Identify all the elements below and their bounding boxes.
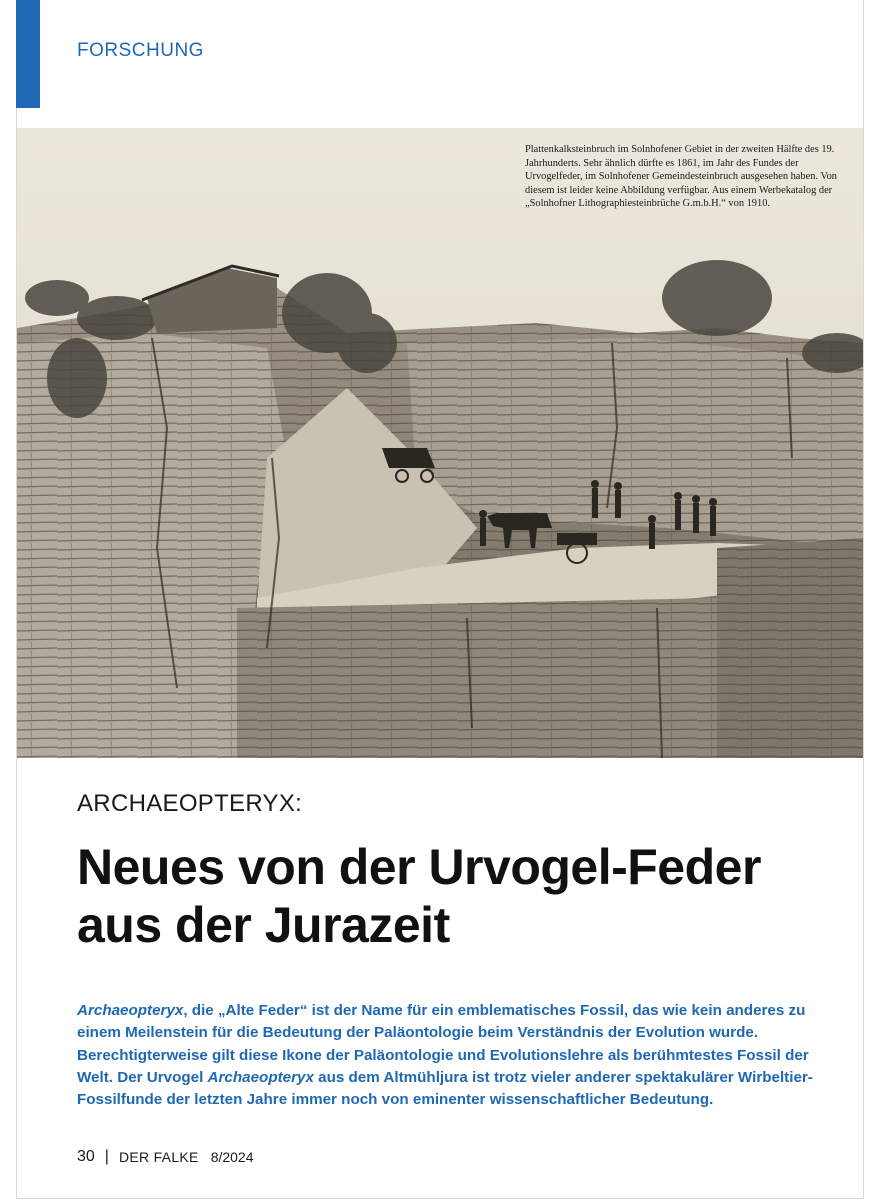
lead-taxon-name-2: Archaeopteryx (207, 1068, 314, 1086)
quarry-photo (17, 128, 863, 758)
photo-caption: Plattenkalksteinbruch im Solnhofener Gebiet in der zweiten Hälfte des 19. Jahrhunderts. Sehr ähnlich dürfte es 1861, im Jahr des Fundes der Urvogelfeder, im Solnhofener Gemeindesteinbruch ausgesehen haben. Von diesem ist leider keine Abbildung verfügbar. Aus einem Werbekatalog der „Solnhofner Lithographiesteinbrüche G.m.b.H.“ von 1910. (525, 144, 837, 210)
section-accent-bar (16, 0, 40, 108)
lead-text-2: aus dem Altmühljura ist trotz vieler anderer spektakulärer Wirbeltier-Fossilfunde der letzten Jahre immer noch von eminenter wissenschaftlicher Bedeutung. (77, 1068, 813, 1109)
issue-number: 8/2024 (210, 1149, 254, 1165)
article-lead (77, 1000, 839, 1111)
page-footer (77, 1148, 254, 1166)
lead-taxon-name: Archaeopteryx (77, 1002, 184, 1019)
lead-text-1: , die „Alte Feder“ ist der Name für ein emblematisches Fossil, das wie kein anderes zu einem Meilenstein für die Bedeutung der Paläontologie beim Verständnis der Evolution wurde. Berechtigterweise gilt diese Ikone der Paläontologie und Evolutionslehre als berühmtestes Fossil der Welt. Der Urvogel (77, 1002, 809, 1086)
magazine-name: DER FALKE (118, 1149, 199, 1165)
section-label: FORSCHUNG (77, 40, 204, 61)
page-number: 30 (77, 1148, 95, 1165)
footer-separator: | (104, 1148, 109, 1165)
article-headline: Neues von der Urvogel-Feder aus der Jurazeit (77, 839, 761, 953)
article-kicker: ARCHAEOPTERYX: (77, 790, 303, 817)
